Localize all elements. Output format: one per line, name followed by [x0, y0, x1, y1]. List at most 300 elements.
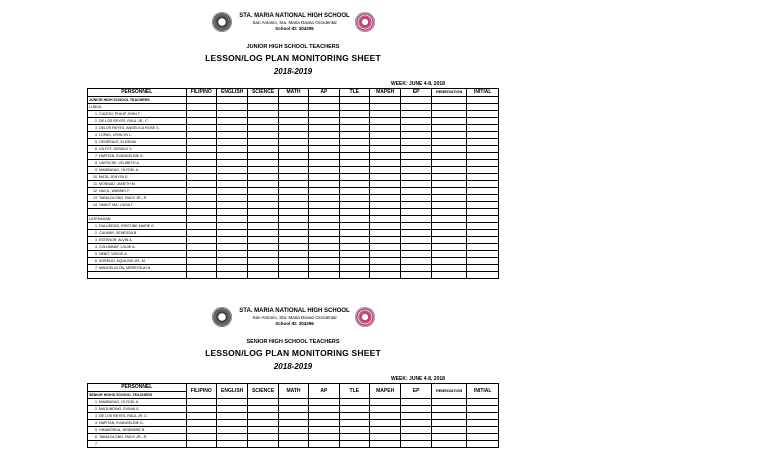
check-cell[interactable]	[186, 406, 216, 413]
check-cell[interactable]	[309, 202, 339, 209]
check-cell[interactable]	[216, 251, 247, 258]
check-cell[interactable]	[401, 202, 431, 209]
check-cell[interactable]	[216, 272, 247, 279]
check-cell[interactable]	[431, 209, 467, 216]
check-cell[interactable]	[431, 244, 467, 251]
check-cell[interactable]	[216, 111, 247, 118]
check-cell[interactable]	[186, 146, 216, 153]
check-cell[interactable]	[467, 160, 499, 167]
check-cell[interactable]	[467, 181, 499, 188]
check-cell[interactable]	[339, 237, 369, 244]
check-cell[interactable]	[216, 181, 247, 188]
check-cell[interactable]	[216, 195, 247, 202]
check-cell[interactable]	[186, 167, 216, 174]
check-cell[interactable]	[339, 125, 369, 132]
check-cell[interactable]	[309, 174, 339, 181]
check-cell[interactable]	[248, 399, 278, 406]
check-cell[interactable]	[278, 230, 308, 237]
check-cell[interactable]	[216, 413, 247, 420]
check-cell[interactable]	[216, 434, 247, 441]
check-cell[interactable]	[186, 125, 216, 132]
check-cell[interactable]	[248, 111, 278, 118]
check-cell[interactable]	[369, 146, 400, 153]
check-cell[interactable]	[467, 399, 499, 406]
check-cell[interactable]	[431, 230, 467, 237]
check-cell[interactable]	[278, 265, 308, 272]
check-cell[interactable]	[278, 195, 308, 202]
check-cell[interactable]	[401, 167, 431, 174]
check-cell[interactable]	[186, 265, 216, 272]
check-cell[interactable]	[216, 209, 247, 216]
check-cell[interactable]	[467, 139, 499, 146]
check-cell[interactable]	[467, 251, 499, 258]
check-cell[interactable]	[309, 265, 339, 272]
check-cell[interactable]	[339, 195, 369, 202]
check-cell[interactable]	[431, 153, 467, 160]
check-cell[interactable]	[309, 125, 339, 132]
check-cell[interactable]	[278, 420, 308, 427]
check-cell[interactable]	[248, 174, 278, 181]
check-cell[interactable]	[186, 244, 216, 251]
check-cell[interactable]	[216, 427, 247, 434]
check-cell[interactable]	[216, 223, 247, 230]
check-cell[interactable]	[431, 195, 467, 202]
check-cell[interactable]	[467, 209, 499, 216]
check-cell[interactable]	[339, 244, 369, 251]
check-cell[interactable]	[431, 434, 467, 441]
check-cell[interactable]	[431, 427, 467, 434]
check-cell[interactable]	[431, 125, 467, 132]
check-cell[interactable]	[248, 265, 278, 272]
check-cell[interactable]	[467, 434, 499, 441]
check-cell[interactable]	[309, 139, 339, 146]
check-cell[interactable]	[186, 427, 216, 434]
check-cell[interactable]	[339, 174, 369, 181]
check-cell[interactable]	[369, 420, 400, 427]
check-cell[interactable]	[278, 244, 308, 251]
check-cell[interactable]	[186, 230, 216, 237]
check-cell[interactable]	[278, 146, 308, 153]
check-cell[interactable]	[186, 160, 216, 167]
check-cell[interactable]	[278, 153, 308, 160]
check-cell[interactable]	[369, 434, 400, 441]
check-cell[interactable]	[248, 160, 278, 167]
check-cell[interactable]	[309, 167, 339, 174]
check-cell[interactable]	[369, 174, 400, 181]
check-cell[interactable]	[248, 230, 278, 237]
check-cell[interactable]	[248, 272, 278, 279]
check-cell[interactable]	[186, 202, 216, 209]
check-cell[interactable]	[369, 413, 400, 420]
check-cell[interactable]	[467, 125, 499, 132]
check-cell[interactable]	[431, 265, 467, 272]
check-cell[interactable]	[467, 202, 499, 209]
check-cell[interactable]	[369, 427, 400, 434]
check-cell[interactable]	[216, 399, 247, 406]
check-cell[interactable]	[339, 427, 369, 434]
check-cell[interactable]	[467, 413, 499, 420]
check-cell[interactable]	[401, 413, 431, 420]
check-cell[interactable]	[216, 167, 247, 174]
check-cell[interactable]	[431, 132, 467, 139]
check-cell[interactable]	[309, 153, 339, 160]
check-cell[interactable]	[278, 118, 308, 125]
check-cell[interactable]	[431, 413, 467, 420]
check-cell[interactable]	[309, 118, 339, 125]
check-cell[interactable]	[369, 111, 400, 118]
check-cell[interactable]	[431, 251, 467, 258]
check-cell[interactable]	[248, 202, 278, 209]
check-cell[interactable]	[467, 258, 499, 265]
check-cell[interactable]	[339, 413, 369, 420]
check-cell[interactable]	[401, 237, 431, 244]
check-cell[interactable]	[401, 174, 431, 181]
check-cell[interactable]	[401, 125, 431, 132]
check-cell[interactable]	[309, 230, 339, 237]
check-cell[interactable]	[278, 413, 308, 420]
check-cell[interactable]	[309, 188, 339, 195]
check-cell[interactable]	[278, 188, 308, 195]
check-cell[interactable]	[339, 118, 369, 125]
check-cell[interactable]	[431, 441, 467, 448]
check-cell[interactable]	[467, 230, 499, 237]
check-cell[interactable]	[467, 195, 499, 202]
check-cell[interactable]	[216, 406, 247, 413]
check-cell[interactable]	[431, 258, 467, 265]
check-cell[interactable]	[309, 399, 339, 406]
check-cell[interactable]	[309, 195, 339, 202]
check-cell[interactable]	[309, 244, 339, 251]
check-cell[interactable]	[431, 272, 467, 279]
check-cell[interactable]	[216, 132, 247, 139]
check-cell[interactable]	[278, 209, 308, 216]
check-cell[interactable]	[369, 153, 400, 160]
check-cell[interactable]	[309, 181, 339, 188]
check-cell[interactable]	[278, 202, 308, 209]
check-cell[interactable]	[216, 202, 247, 209]
check-cell[interactable]	[278, 251, 308, 258]
check-cell[interactable]	[401, 272, 431, 279]
check-cell[interactable]	[369, 118, 400, 125]
check-cell[interactable]	[369, 272, 400, 279]
check-cell[interactable]	[401, 251, 431, 258]
check-cell[interactable]	[401, 441, 431, 448]
check-cell[interactable]	[467, 244, 499, 251]
check-cell[interactable]	[309, 406, 339, 413]
check-cell[interactable]	[309, 237, 339, 244]
check-cell[interactable]	[339, 258, 369, 265]
check-cell[interactable]	[309, 251, 339, 258]
check-cell[interactable]	[309, 413, 339, 420]
check-cell[interactable]	[369, 160, 400, 167]
check-cell[interactable]	[216, 244, 247, 251]
check-cell[interactable]	[431, 406, 467, 413]
check-cell[interactable]	[248, 251, 278, 258]
check-cell[interactable]	[401, 209, 431, 216]
check-cell[interactable]	[339, 188, 369, 195]
check-cell[interactable]	[369, 181, 400, 188]
check-cell[interactable]	[186, 413, 216, 420]
check-cell[interactable]	[248, 258, 278, 265]
check-cell[interactable]	[278, 174, 308, 181]
check-cell[interactable]	[431, 202, 467, 209]
check-cell[interactable]	[278, 111, 308, 118]
check-cell[interactable]	[401, 420, 431, 427]
check-cell[interactable]	[339, 230, 369, 237]
check-cell[interactable]	[216, 146, 247, 153]
check-cell[interactable]	[369, 237, 400, 244]
check-cell[interactable]	[248, 223, 278, 230]
check-cell[interactable]	[186, 174, 216, 181]
check-cell[interactable]	[309, 146, 339, 153]
check-cell[interactable]	[369, 244, 400, 251]
check-cell[interactable]	[248, 406, 278, 413]
check-cell[interactable]	[248, 244, 278, 251]
check-cell[interactable]	[401, 265, 431, 272]
check-cell[interactable]	[309, 258, 339, 265]
check-cell[interactable]	[467, 111, 499, 118]
check-cell[interactable]	[369, 230, 400, 237]
check-cell[interactable]	[467, 132, 499, 139]
check-cell[interactable]	[186, 434, 216, 441]
check-cell[interactable]	[248, 237, 278, 244]
check-cell[interactable]	[248, 209, 278, 216]
check-cell[interactable]	[216, 258, 247, 265]
check-cell[interactable]	[339, 272, 369, 279]
check-cell[interactable]	[369, 167, 400, 174]
check-cell[interactable]	[401, 399, 431, 406]
check-cell[interactable]	[401, 146, 431, 153]
check-cell[interactable]	[309, 160, 339, 167]
check-cell[interactable]	[467, 406, 499, 413]
check-cell[interactable]	[278, 181, 308, 188]
check-cell[interactable]	[186, 153, 216, 160]
check-cell[interactable]	[216, 230, 247, 237]
check-cell[interactable]	[248, 195, 278, 202]
check-cell[interactable]	[369, 188, 400, 195]
check-cell[interactable]	[467, 420, 499, 427]
check-cell[interactable]	[248, 181, 278, 188]
check-cell[interactable]	[431, 237, 467, 244]
check-cell[interactable]	[278, 434, 308, 441]
check-cell[interactable]	[369, 265, 400, 272]
check-cell[interactable]	[467, 265, 499, 272]
check-cell[interactable]	[278, 139, 308, 146]
check-cell[interactable]	[216, 139, 247, 146]
check-cell[interactable]	[369, 209, 400, 216]
check-cell[interactable]	[339, 139, 369, 146]
check-cell[interactable]	[401, 406, 431, 413]
check-cell[interactable]	[431, 146, 467, 153]
check-cell[interactable]	[278, 441, 308, 448]
check-cell[interactable]	[186, 237, 216, 244]
check-cell[interactable]	[339, 209, 369, 216]
check-cell[interactable]	[216, 237, 247, 244]
check-cell[interactable]	[339, 160, 369, 167]
check-cell[interactable]	[278, 427, 308, 434]
check-cell[interactable]	[369, 441, 400, 448]
check-cell[interactable]	[431, 174, 467, 181]
check-cell[interactable]	[278, 272, 308, 279]
check-cell[interactable]	[431, 118, 467, 125]
check-cell[interactable]	[186, 139, 216, 146]
check-cell[interactable]	[216, 441, 247, 448]
check-cell[interactable]	[467, 153, 499, 160]
check-cell[interactable]	[248, 441, 278, 448]
check-cell[interactable]	[248, 118, 278, 125]
check-cell[interactable]	[186, 420, 216, 427]
check-cell[interactable]	[186, 258, 216, 265]
check-cell[interactable]	[339, 111, 369, 118]
check-cell[interactable]	[309, 272, 339, 279]
check-cell[interactable]	[278, 258, 308, 265]
check-cell[interactable]	[309, 223, 339, 230]
check-cell[interactable]	[339, 434, 369, 441]
check-cell[interactable]	[339, 406, 369, 413]
check-cell[interactable]	[401, 181, 431, 188]
check-cell[interactable]	[401, 230, 431, 237]
check-cell[interactable]	[401, 111, 431, 118]
check-cell[interactable]	[186, 441, 216, 448]
check-cell[interactable]	[467, 188, 499, 195]
check-cell[interactable]	[339, 202, 369, 209]
check-cell[interactable]	[339, 167, 369, 174]
check-cell[interactable]	[467, 427, 499, 434]
check-cell[interactable]	[339, 223, 369, 230]
check-cell[interactable]	[401, 258, 431, 265]
check-cell[interactable]	[309, 209, 339, 216]
check-cell[interactable]	[467, 174, 499, 181]
check-cell[interactable]	[248, 146, 278, 153]
check-cell[interactable]	[431, 111, 467, 118]
check-cell[interactable]	[278, 132, 308, 139]
check-cell[interactable]	[369, 202, 400, 209]
check-cell[interactable]	[339, 132, 369, 139]
check-cell[interactable]	[401, 118, 431, 125]
check-cell[interactable]	[216, 160, 247, 167]
check-cell[interactable]	[248, 132, 278, 139]
check-cell[interactable]	[186, 118, 216, 125]
check-cell[interactable]	[216, 174, 247, 181]
check-cell[interactable]	[339, 251, 369, 258]
check-cell[interactable]	[186, 195, 216, 202]
check-cell[interactable]	[369, 406, 400, 413]
check-cell[interactable]	[401, 160, 431, 167]
check-cell[interactable]	[369, 399, 400, 406]
check-cell[interactable]	[248, 188, 278, 195]
check-cell[interactable]	[248, 427, 278, 434]
check-cell[interactable]	[309, 427, 339, 434]
check-cell[interactable]	[186, 223, 216, 230]
check-cell[interactable]	[369, 125, 400, 132]
check-cell[interactable]	[216, 153, 247, 160]
check-cell[interactable]	[309, 434, 339, 441]
check-cell[interactable]	[401, 244, 431, 251]
check-cell[interactable]	[339, 420, 369, 427]
check-cell[interactable]	[431, 420, 467, 427]
check-cell[interactable]	[369, 195, 400, 202]
check-cell[interactable]	[186, 272, 216, 279]
check-cell[interactable]	[431, 188, 467, 195]
check-cell[interactable]	[339, 441, 369, 448]
check-cell[interactable]	[467, 441, 499, 448]
check-cell[interactable]	[216, 420, 247, 427]
check-cell[interactable]	[401, 153, 431, 160]
check-cell[interactable]	[401, 427, 431, 434]
check-cell[interactable]	[431, 139, 467, 146]
check-cell[interactable]	[278, 237, 308, 244]
check-cell[interactable]	[248, 413, 278, 420]
check-cell[interactable]	[467, 237, 499, 244]
check-cell[interactable]	[278, 399, 308, 406]
check-cell[interactable]	[309, 441, 339, 448]
check-cell[interactable]	[186, 209, 216, 216]
check-cell[interactable]	[248, 167, 278, 174]
check-cell[interactable]	[186, 188, 216, 195]
check-cell[interactable]	[278, 167, 308, 174]
check-cell[interactable]	[401, 223, 431, 230]
check-cell[interactable]	[401, 434, 431, 441]
check-cell[interactable]	[216, 188, 247, 195]
check-cell[interactable]	[431, 223, 467, 230]
check-cell[interactable]	[248, 153, 278, 160]
check-cell[interactable]	[339, 399, 369, 406]
check-cell[interactable]	[186, 111, 216, 118]
check-cell[interactable]	[248, 125, 278, 132]
check-cell[interactable]	[309, 111, 339, 118]
check-cell[interactable]	[369, 258, 400, 265]
check-cell[interactable]	[216, 118, 247, 125]
check-cell[interactable]	[401, 139, 431, 146]
check-cell[interactable]	[467, 272, 499, 279]
check-cell[interactable]	[278, 223, 308, 230]
check-cell[interactable]	[339, 146, 369, 153]
check-cell[interactable]	[248, 434, 278, 441]
check-cell[interactable]	[339, 265, 369, 272]
check-cell[interactable]	[369, 139, 400, 146]
check-cell[interactable]	[401, 132, 431, 139]
check-cell[interactable]	[339, 153, 369, 160]
check-cell[interactable]	[309, 420, 339, 427]
check-cell[interactable]	[278, 125, 308, 132]
check-cell[interactable]	[216, 125, 247, 132]
check-cell[interactable]	[431, 399, 467, 406]
check-cell[interactable]	[401, 188, 431, 195]
check-cell[interactable]	[431, 167, 467, 174]
check-cell[interactable]	[186, 251, 216, 258]
check-cell[interactable]	[248, 420, 278, 427]
check-cell[interactable]	[186, 399, 216, 406]
check-cell[interactable]	[369, 251, 400, 258]
check-cell[interactable]	[278, 406, 308, 413]
check-cell[interactable]	[431, 181, 467, 188]
check-cell[interactable]	[309, 132, 339, 139]
check-cell[interactable]	[186, 181, 216, 188]
check-cell[interactable]	[467, 146, 499, 153]
check-cell[interactable]	[467, 118, 499, 125]
check-cell[interactable]	[467, 167, 499, 174]
check-cell[interactable]	[278, 160, 308, 167]
check-cell[interactable]	[369, 223, 400, 230]
check-cell[interactable]	[186, 132, 216, 139]
check-cell[interactable]	[339, 181, 369, 188]
check-cell[interactable]	[467, 223, 499, 230]
check-cell[interactable]	[369, 132, 400, 139]
check-cell[interactable]	[248, 139, 278, 146]
check-cell[interactable]	[431, 160, 467, 167]
check-cell[interactable]	[401, 195, 431, 202]
check-cell[interactable]	[216, 265, 247, 272]
